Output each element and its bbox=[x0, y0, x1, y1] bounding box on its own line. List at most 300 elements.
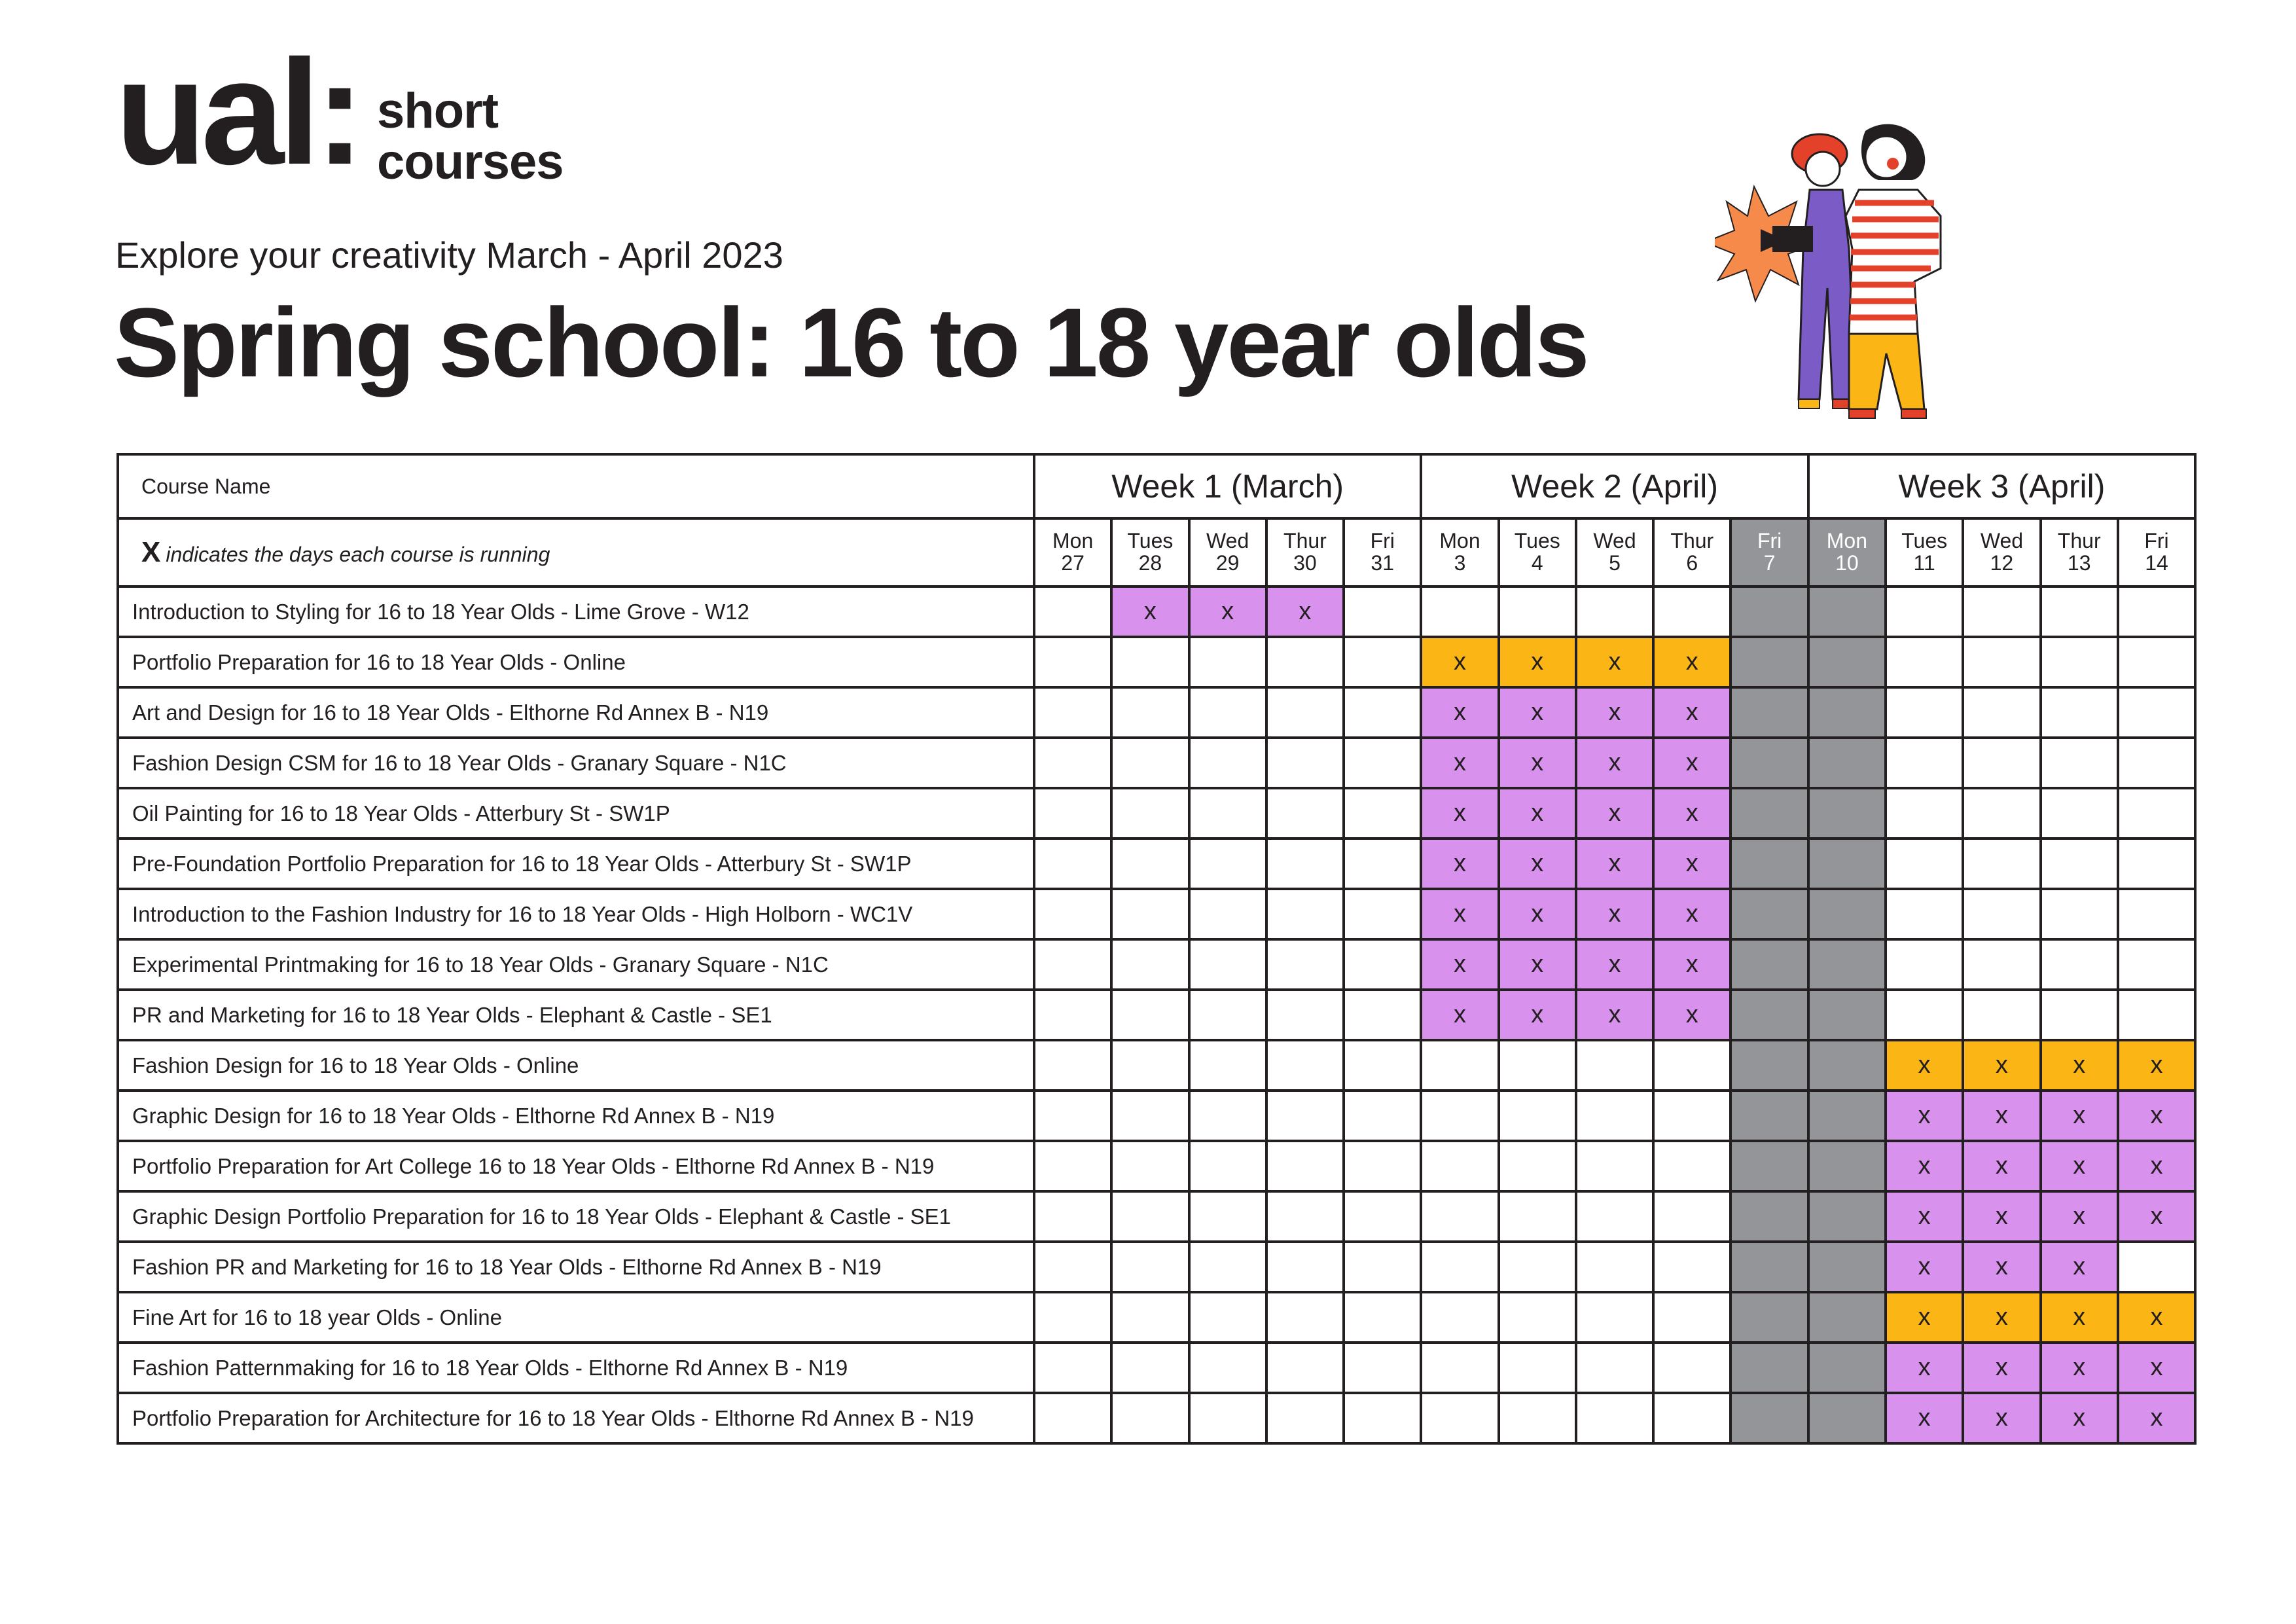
course-name: Pre-Foundation Portfolio Preparation for 16 to 18 Year Olds - Atterbury St - SW1P bbox=[118, 839, 1034, 889]
empty-day-cell bbox=[1421, 1242, 1498, 1292]
running-day-cell: x bbox=[2041, 1141, 2118, 1191]
empty-day-cell bbox=[1189, 889, 1266, 939]
empty-day-cell bbox=[1344, 839, 1421, 889]
course-row bbox=[118, 1343, 2195, 1393]
running-day-cell: x bbox=[1886, 1242, 1963, 1292]
empty-day-cell bbox=[1499, 1343, 1576, 1393]
empty-day-cell bbox=[1344, 1292, 1421, 1343]
empty-day-cell bbox=[2118, 687, 2195, 738]
course-row bbox=[118, 889, 2195, 939]
empty-day-cell bbox=[1034, 687, 1111, 738]
holiday-cell bbox=[1731, 1343, 1808, 1393]
empty-day-cell bbox=[2118, 990, 2195, 1040]
empty-day-cell bbox=[2118, 738, 2195, 788]
empty-day-cell bbox=[1111, 788, 1189, 839]
week-header-2: Week 2 (April) bbox=[1421, 454, 1808, 518]
course-row bbox=[118, 788, 2195, 839]
empty-day-cell bbox=[1111, 889, 1189, 939]
day-name: Tues bbox=[1514, 529, 1560, 553]
holiday-cell bbox=[1731, 586, 1808, 637]
day-name: Fri bbox=[1757, 529, 1782, 553]
running-day-cell: x bbox=[1421, 788, 1498, 839]
course-name: Introduction to the Fashion Industry for 16 to 18 Year Olds - High Holborn - WC1V bbox=[118, 889, 1034, 939]
empty-day-cell bbox=[1886, 889, 1963, 939]
course-name: Fashion Design for 16 to 18 Year Olds - Online bbox=[118, 1040, 1034, 1091]
running-day-cell: x bbox=[1421, 990, 1498, 1040]
empty-day-cell bbox=[1189, 788, 1266, 839]
holiday-cell bbox=[1731, 1040, 1808, 1091]
running-day-cell: x bbox=[1886, 1191, 1963, 1242]
empty-day-cell bbox=[1344, 1343, 1421, 1393]
course-name: Fashion Design CSM for 16 to 18 Year Olds - Granary Square - N1C bbox=[118, 738, 1034, 788]
running-day-cell: x bbox=[1499, 939, 1576, 990]
empty-day-cell bbox=[1111, 1091, 1189, 1141]
empty-day-cell bbox=[1653, 1292, 1731, 1343]
empty-day-cell bbox=[1886, 586, 1963, 637]
empty-day-cell bbox=[1034, 1141, 1111, 1191]
course-row bbox=[118, 687, 2195, 738]
empty-day-cell bbox=[1344, 1091, 1421, 1141]
empty-day-cell bbox=[1111, 839, 1189, 889]
empty-day-cell bbox=[1653, 1040, 1731, 1091]
day-name: Tues bbox=[1127, 529, 1174, 553]
empty-day-cell bbox=[1111, 637, 1189, 687]
running-day-cell: x bbox=[1963, 1091, 2040, 1141]
course-schedule-table bbox=[117, 453, 2197, 1445]
course-name: Portfolio Preparation for Architecture for 16 to 18 Year Olds - Elthorne Rd Annex B - N19 bbox=[118, 1393, 1034, 1443]
empty-day-cell bbox=[1266, 1242, 1344, 1292]
holiday-cell bbox=[1808, 1091, 1886, 1141]
day-header bbox=[1731, 518, 1808, 586]
empty-day-cell bbox=[1421, 1393, 1498, 1443]
running-day-cell: x bbox=[1886, 1292, 1963, 1343]
empty-day-cell bbox=[1963, 586, 2040, 637]
course-row bbox=[118, 839, 2195, 889]
holiday-cell bbox=[1731, 637, 1808, 687]
empty-day-cell bbox=[1111, 1191, 1189, 1242]
empty-day-cell bbox=[1034, 1343, 1111, 1393]
running-day-cell: x bbox=[1576, 990, 1653, 1040]
empty-day-cell bbox=[1499, 1242, 1576, 1292]
day-date: 28 bbox=[1138, 551, 1162, 575]
empty-day-cell bbox=[1499, 1292, 1576, 1343]
course-name: Introduction to Styling for 16 to 18 Year Olds - Lime Grove - W12 bbox=[118, 586, 1034, 637]
empty-day-cell bbox=[1886, 990, 1963, 1040]
day-date: 29 bbox=[1215, 551, 1240, 575]
running-day-cell: x bbox=[1421, 687, 1498, 738]
logo-ual-mark: ual: bbox=[115, 29, 360, 196]
running-day-cell: x bbox=[2118, 1040, 2195, 1091]
empty-day-cell bbox=[2041, 586, 2118, 637]
holiday-cell bbox=[1731, 1091, 1808, 1141]
empty-day-cell bbox=[1344, 1393, 1421, 1443]
day-date: 12 bbox=[1990, 551, 2014, 575]
running-day-cell: x bbox=[2041, 1242, 2118, 1292]
day-header bbox=[1421, 518, 1498, 586]
day-header bbox=[1344, 518, 1421, 586]
empty-day-cell bbox=[1266, 788, 1344, 839]
empty-day-cell bbox=[1576, 1242, 1653, 1292]
empty-day-cell bbox=[1499, 1141, 1576, 1191]
course-row bbox=[118, 586, 2195, 637]
empty-day-cell bbox=[1344, 586, 1421, 637]
running-day-cell: x bbox=[1499, 637, 1576, 687]
empty-day-cell bbox=[1266, 1141, 1344, 1191]
holiday-cell bbox=[1808, 990, 1886, 1040]
empty-day-cell bbox=[1344, 1141, 1421, 1191]
running-day-cell: x bbox=[2041, 1091, 2118, 1141]
running-day-cell: x bbox=[1499, 889, 1576, 939]
empty-day-cell bbox=[1653, 1343, 1731, 1393]
holiday-cell bbox=[1731, 1141, 1808, 1191]
empty-day-cell bbox=[1189, 738, 1266, 788]
day-header bbox=[1499, 518, 1576, 586]
empty-day-cell bbox=[1266, 839, 1344, 889]
empty-day-cell bbox=[1963, 637, 2040, 687]
running-day-cell: x bbox=[1963, 1191, 2040, 1242]
day-header bbox=[1034, 518, 1111, 586]
empty-day-cell bbox=[1344, 637, 1421, 687]
empty-day-cell bbox=[1421, 1040, 1498, 1091]
holiday-cell bbox=[1731, 1191, 1808, 1242]
running-day-cell: x bbox=[1421, 738, 1498, 788]
adult-face bbox=[1865, 136, 1907, 178]
empty-day-cell bbox=[1266, 1292, 1344, 1343]
day-name: Thur bbox=[2057, 529, 2101, 553]
empty-day-cell bbox=[1266, 637, 1344, 687]
empty-day-cell bbox=[2041, 637, 2118, 687]
empty-day-cell bbox=[1189, 687, 1266, 738]
day-date: 10 bbox=[1835, 551, 1859, 575]
running-day-cell: x bbox=[1576, 889, 1653, 939]
empty-day-cell bbox=[1266, 889, 1344, 939]
running-day-cell: x bbox=[2041, 1191, 2118, 1242]
header-row-weeks bbox=[118, 454, 2195, 518]
running-day-cell: x bbox=[2118, 1292, 2195, 1343]
empty-day-cell bbox=[1266, 939, 1344, 990]
empty-day-cell bbox=[1266, 990, 1344, 1040]
running-day-cell: x bbox=[1421, 889, 1498, 939]
empty-day-cell bbox=[1344, 788, 1421, 839]
course-name: Graphic Design for 16 to 18 Year Olds - Elthorne Rd Annex B - N19 bbox=[118, 1091, 1034, 1141]
day-header bbox=[1576, 518, 1653, 586]
empty-day-cell bbox=[1111, 687, 1189, 738]
holiday-cell bbox=[1731, 738, 1808, 788]
adult-shoe-right bbox=[1901, 409, 1926, 418]
course-name: Fashion Patternmaking for 16 to 18 Year Olds - Elthorne Rd Annex B - N19 bbox=[118, 1343, 1034, 1393]
empty-day-cell bbox=[1499, 586, 1576, 637]
empty-day-cell bbox=[1963, 990, 2040, 1040]
empty-day-cell bbox=[1421, 1292, 1498, 1343]
empty-day-cell bbox=[1034, 1393, 1111, 1443]
course-row bbox=[118, 990, 2195, 1040]
running-day-cell: x bbox=[1189, 586, 1266, 637]
child-face bbox=[1806, 152, 1840, 186]
empty-day-cell bbox=[1266, 687, 1344, 738]
running-day-cell: x bbox=[1111, 586, 1189, 637]
running-day-cell: x bbox=[1266, 586, 1344, 637]
empty-day-cell bbox=[1421, 1091, 1498, 1141]
camera-body bbox=[1772, 226, 1813, 252]
empty-day-cell bbox=[1189, 1141, 1266, 1191]
day-date: 3 bbox=[1454, 551, 1466, 575]
day-date: 6 bbox=[1686, 551, 1698, 575]
day-header bbox=[1653, 518, 1731, 586]
day-header bbox=[1886, 518, 1963, 586]
course-name: Fine Art for 16 to 18 year Olds - Online bbox=[118, 1292, 1034, 1343]
empty-day-cell bbox=[1111, 1292, 1189, 1343]
empty-day-cell bbox=[1189, 1091, 1266, 1141]
empty-day-cell bbox=[1111, 1040, 1189, 1091]
empty-day-cell bbox=[1653, 1242, 1731, 1292]
page-subtitle: Explore your creativity March - April 2023 bbox=[115, 234, 783, 276]
running-day-cell: x bbox=[2118, 1343, 2195, 1393]
holiday-cell bbox=[1808, 1040, 1886, 1091]
course-name: Experimental Printmaking for 16 to 18 Year Olds - Granary Square - N1C bbox=[118, 939, 1034, 990]
page-title: Spring school: 16 to 18 year olds bbox=[114, 287, 1588, 397]
empty-day-cell bbox=[1653, 1191, 1731, 1242]
running-day-cell: x bbox=[1963, 1393, 2040, 1443]
empty-day-cell bbox=[1111, 1242, 1189, 1292]
adult-trousers bbox=[1849, 334, 1924, 409]
running-day-cell: x bbox=[1886, 1141, 1963, 1191]
holiday-cell bbox=[1808, 788, 1886, 839]
adult-shoe-left bbox=[1849, 409, 1875, 418]
day-date: 5 bbox=[1609, 551, 1621, 575]
running-day-cell: x bbox=[1963, 1242, 2040, 1292]
running-day-cell: x bbox=[1653, 889, 1731, 939]
running-day-cell: x bbox=[1653, 839, 1731, 889]
empty-day-cell bbox=[1344, 687, 1421, 738]
adult-striped-top bbox=[1846, 190, 1941, 334]
empty-day-cell bbox=[1653, 1393, 1731, 1443]
empty-day-cell bbox=[1421, 1343, 1498, 1393]
empty-day-cell bbox=[1266, 1343, 1344, 1393]
empty-day-cell bbox=[1344, 1191, 1421, 1242]
day-date: 14 bbox=[2145, 551, 2168, 575]
course-name: Oil Painting for 16 to 18 Year Olds - Atterbury St - SW1P bbox=[118, 788, 1034, 839]
empty-day-cell bbox=[1886, 687, 1963, 738]
day-date: 4 bbox=[1531, 551, 1543, 575]
empty-day-cell bbox=[1963, 687, 2040, 738]
day-name: Mon bbox=[1052, 529, 1094, 553]
running-day-cell: x bbox=[1421, 839, 1498, 889]
running-day-cell: x bbox=[1499, 788, 1576, 839]
empty-day-cell bbox=[2118, 1242, 2195, 1292]
empty-day-cell bbox=[2041, 990, 2118, 1040]
holiday-cell bbox=[1808, 939, 1886, 990]
two-people-camera-illustration bbox=[1715, 118, 1977, 439]
running-day-cell: x bbox=[1653, 990, 1731, 1040]
empty-day-cell bbox=[1576, 1091, 1653, 1141]
empty-day-cell bbox=[1886, 839, 1963, 889]
empty-day-cell bbox=[1111, 1141, 1189, 1191]
running-day-cell: x bbox=[2118, 1393, 2195, 1443]
running-day-cell: x bbox=[1963, 1343, 2040, 1393]
running-day-cell: x bbox=[1421, 939, 1498, 990]
holiday-cell bbox=[1731, 1292, 1808, 1343]
empty-day-cell bbox=[1576, 586, 1653, 637]
empty-day-cell bbox=[2118, 788, 2195, 839]
holiday-cell bbox=[1808, 1141, 1886, 1191]
adult-cheek bbox=[1887, 158, 1899, 170]
running-day-cell: x bbox=[1653, 939, 1731, 990]
legend-note bbox=[118, 518, 1034, 586]
empty-day-cell bbox=[1034, 1191, 1111, 1242]
running-day-cell: x bbox=[1653, 637, 1731, 687]
empty-day-cell bbox=[1653, 586, 1731, 637]
empty-day-cell bbox=[1653, 1091, 1731, 1141]
holiday-cell bbox=[1808, 1292, 1886, 1343]
running-day-cell: x bbox=[1499, 738, 1576, 788]
running-day-cell: x bbox=[1653, 788, 1731, 839]
holiday-cell bbox=[1808, 687, 1886, 738]
course-name: Art and Design for 16 to 18 Year Olds - Elthorne Rd Annex B - N19 bbox=[118, 687, 1034, 738]
empty-day-cell bbox=[2041, 738, 2118, 788]
empty-day-cell bbox=[2118, 586, 2195, 637]
empty-day-cell bbox=[1034, 839, 1111, 889]
empty-day-cell bbox=[1266, 738, 1344, 788]
running-day-cell: x bbox=[1499, 990, 1576, 1040]
day-header bbox=[2118, 518, 2195, 586]
empty-day-cell bbox=[1963, 889, 2040, 939]
day-date: 11 bbox=[1913, 551, 1935, 575]
empty-day-cell bbox=[1499, 1393, 1576, 1443]
holiday-cell bbox=[1808, 586, 1886, 637]
running-day-cell: x bbox=[1576, 738, 1653, 788]
empty-day-cell bbox=[1344, 939, 1421, 990]
day-header bbox=[1111, 518, 1189, 586]
course-row bbox=[118, 1292, 2195, 1343]
day-header bbox=[1808, 518, 1886, 586]
empty-day-cell bbox=[1189, 1191, 1266, 1242]
empty-day-cell bbox=[1189, 990, 1266, 1040]
empty-day-cell bbox=[1886, 788, 1963, 839]
course-row bbox=[118, 1141, 2195, 1191]
running-day-cell: x bbox=[1499, 687, 1576, 738]
empty-day-cell bbox=[2041, 939, 2118, 990]
running-day-cell: x bbox=[1963, 1040, 2040, 1091]
course-row bbox=[118, 1393, 2195, 1443]
holiday-cell bbox=[1731, 839, 1808, 889]
empty-day-cell bbox=[1034, 1292, 1111, 1343]
empty-day-cell bbox=[1189, 1040, 1266, 1091]
empty-day-cell bbox=[1499, 1040, 1576, 1091]
empty-day-cell bbox=[2118, 637, 2195, 687]
week-header-1: Week 1 (March) bbox=[1034, 454, 1421, 518]
holiday-cell bbox=[1731, 788, 1808, 839]
empty-day-cell bbox=[1886, 738, 1963, 788]
empty-day-cell bbox=[1189, 1343, 1266, 1393]
running-day-cell: x bbox=[2118, 1091, 2195, 1141]
day-name: Fri bbox=[1370, 529, 1395, 553]
running-day-cell: x bbox=[1576, 687, 1653, 738]
empty-day-cell bbox=[1499, 1191, 1576, 1242]
empty-day-cell bbox=[1189, 1242, 1266, 1292]
empty-day-cell bbox=[1189, 839, 1266, 889]
empty-day-cell bbox=[1344, 738, 1421, 788]
empty-day-cell bbox=[1653, 1141, 1731, 1191]
empty-day-cell bbox=[2041, 788, 2118, 839]
holiday-cell bbox=[1731, 939, 1808, 990]
empty-day-cell bbox=[1421, 1191, 1498, 1242]
empty-day-cell bbox=[1344, 1040, 1421, 1091]
child-shoe-left bbox=[1799, 399, 1820, 408]
running-day-cell: x bbox=[1886, 1393, 1963, 1443]
day-header bbox=[1963, 518, 2040, 586]
holiday-cell bbox=[1808, 839, 1886, 889]
empty-day-cell bbox=[1189, 637, 1266, 687]
course-name: Graphic Design Portfolio Preparation for 16 to 18 Year Olds - Elephant & Castle - SE1 bbox=[118, 1191, 1034, 1242]
empty-day-cell bbox=[1111, 990, 1189, 1040]
day-name: Thur bbox=[1283, 529, 1327, 553]
course-name: Portfolio Preparation for 16 to 18 Year Olds - Online bbox=[118, 637, 1034, 687]
running-day-cell: x bbox=[2118, 1191, 2195, 1242]
empty-day-cell bbox=[2118, 839, 2195, 889]
holiday-cell bbox=[1808, 1393, 1886, 1443]
day-header bbox=[2041, 518, 2118, 586]
running-day-cell: x bbox=[1886, 1040, 1963, 1091]
course-name: Portfolio Preparation for Art College 16 to 18 Year Olds - Elthorne Rd Annex B - N19 bbox=[118, 1141, 1034, 1191]
running-day-cell: x bbox=[2041, 1393, 2118, 1443]
empty-day-cell bbox=[1344, 990, 1421, 1040]
empty-day-cell bbox=[1111, 1393, 1189, 1443]
running-day-cell: x bbox=[1576, 939, 1653, 990]
holiday-cell bbox=[1808, 738, 1886, 788]
running-day-cell: x bbox=[2041, 1292, 2118, 1343]
holiday-cell bbox=[1731, 889, 1808, 939]
day-date: 31 bbox=[1371, 551, 1395, 575]
empty-day-cell bbox=[1034, 637, 1111, 687]
empty-day-cell bbox=[1034, 939, 1111, 990]
running-day-cell: x bbox=[1499, 839, 1576, 889]
running-day-cell: x bbox=[1963, 1141, 2040, 1191]
empty-day-cell bbox=[1499, 1091, 1576, 1141]
day-date: 27 bbox=[1061, 551, 1085, 575]
empty-day-cell bbox=[1111, 1343, 1189, 1393]
empty-day-cell bbox=[1266, 1040, 1344, 1091]
day-date: 7 bbox=[1763, 551, 1776, 575]
holiday-cell bbox=[1808, 1191, 1886, 1242]
running-day-cell: x bbox=[1963, 1292, 2040, 1343]
day-header bbox=[1189, 518, 1266, 586]
day-name: Wed bbox=[1593, 529, 1636, 553]
day-name: Tues bbox=[1901, 529, 1948, 553]
running-day-cell: x bbox=[1576, 788, 1653, 839]
running-day-cell: x bbox=[1886, 1343, 1963, 1393]
course-row bbox=[118, 1091, 2195, 1141]
empty-day-cell bbox=[1963, 738, 2040, 788]
day-date: 13 bbox=[2067, 551, 2091, 575]
course-row bbox=[118, 939, 2195, 990]
running-day-cell: x bbox=[1886, 1091, 1963, 1141]
empty-day-cell bbox=[1963, 788, 2040, 839]
empty-day-cell bbox=[1576, 1141, 1653, 1191]
empty-day-cell bbox=[1189, 1393, 1266, 1443]
ual-short-courses-logo bbox=[115, 29, 573, 196]
empty-day-cell bbox=[1963, 939, 2040, 990]
empty-day-cell bbox=[1344, 1242, 1421, 1292]
empty-day-cell bbox=[2118, 939, 2195, 990]
day-name: Wed bbox=[1206, 529, 1249, 553]
empty-day-cell bbox=[1034, 990, 1111, 1040]
empty-day-cell bbox=[1034, 738, 1111, 788]
empty-day-cell bbox=[1034, 788, 1111, 839]
running-day-cell: x bbox=[2041, 1040, 2118, 1091]
day-name: Mon bbox=[1439, 529, 1480, 553]
running-day-cell: x bbox=[1421, 637, 1498, 687]
empty-day-cell bbox=[1111, 738, 1189, 788]
